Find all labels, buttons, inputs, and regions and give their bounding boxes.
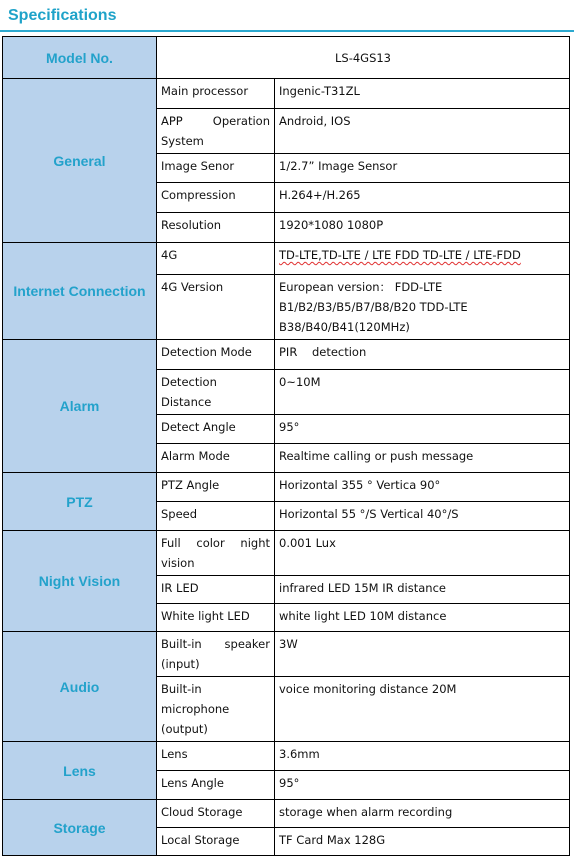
spec-value: Realtime calling or push message [275,444,570,473]
table-row [3,340,570,370]
spec-value: Horizontal 55 °/S Vertical 40°/S [275,502,570,531]
spec-value: 3.6mm [275,742,570,771]
spec-label: APP Operation System [157,109,275,154]
table-row [3,79,570,109]
spec-value: TF Card Max 128G [275,828,570,856]
section-storage: Storage [3,800,157,856]
spec-value: Android, IOS [275,109,570,154]
spec-label: Lens [157,742,275,771]
spec-value: Horizontal 355 ° Vertica 90° [275,473,570,502]
spec-value: PIR detection [275,340,570,370]
spec-label: Lens Angle [157,771,275,800]
table-row [3,37,570,79]
section-internet-connection: Internet Connection [3,243,157,340]
page-title: Specifications [8,7,117,24]
section-night-vision: Night Vision [3,531,157,632]
spec-value: H.264+/H.265 [275,183,570,213]
spec-value: Ingenic-T31ZL [275,79,570,109]
spec-label: Detection Distance [157,370,275,415]
spec-label: Detect Angle [157,415,275,444]
spec-value: 0~10M [275,370,570,415]
spec-value: 1/2.7” Image Sensor [275,154,570,183]
spec-label: 4G [157,243,275,275]
title-underline [0,30,574,32]
spec-label: Resolution [157,213,275,243]
section-alarm: Alarm [3,340,157,473]
spec-label: IR LED [157,576,275,604]
section-ptz: PTZ [3,473,157,531]
spec-label: Main processor [157,79,275,109]
model-value: LS-4GS13 [157,37,570,79]
spec-value: 95° [275,415,570,444]
spec-value: infrared LED 15M IR distance [275,576,570,604]
section-general: General [3,79,157,243]
table-row [3,800,570,828]
spec-label: PTZ Angle [157,473,275,502]
spec-value: voice monitoring distance 20M [275,677,570,742]
table-row [3,473,570,502]
spec-label: Image Senor [157,154,275,183]
spec-label: Local Storage [157,828,275,856]
section-audio: Audio [3,632,157,742]
spec-label: Alarm Mode [157,444,275,473]
spec-value: 1920*1080 1080P [275,213,570,243]
spec-table [2,36,570,856]
spec-label: Compression [157,183,275,213]
model-label: Model No. [3,37,157,79]
spec-value: 0.001 Lux [275,531,570,576]
table-row [3,243,570,275]
table-row [3,531,570,576]
spec-label: Built-in speaker (input) [157,632,275,677]
spec-value: storage when alarm recording [275,800,570,828]
spec-value: 95° [275,771,570,800]
spec-value: European version： FDD-LTE B1/B2/B3/B5/B7/B8/B20 TDD-LTE B38/B40/B41(120MHz) [275,275,570,340]
spec-value: TD-LTE,TD-LTE / LTE FDD TD-LTE / LTE-FDD [275,243,570,275]
table-row [3,632,570,677]
section-lens: Lens [3,742,157,800]
spec-label: Speed [157,502,275,531]
spec-label: 4G Version [157,275,275,340]
table-row [3,742,570,771]
spec-value: white light LED 10M distance [275,604,570,632]
spec-label: White light LED [157,604,275,632]
spec-label: Detection Mode [157,340,275,370]
spec-label: Cloud Storage [157,800,275,828]
spec-value: 3W [275,632,570,677]
spec-label: Built-in microphone (output) [157,677,275,742]
spec-label: Full color night vision [157,531,275,576]
